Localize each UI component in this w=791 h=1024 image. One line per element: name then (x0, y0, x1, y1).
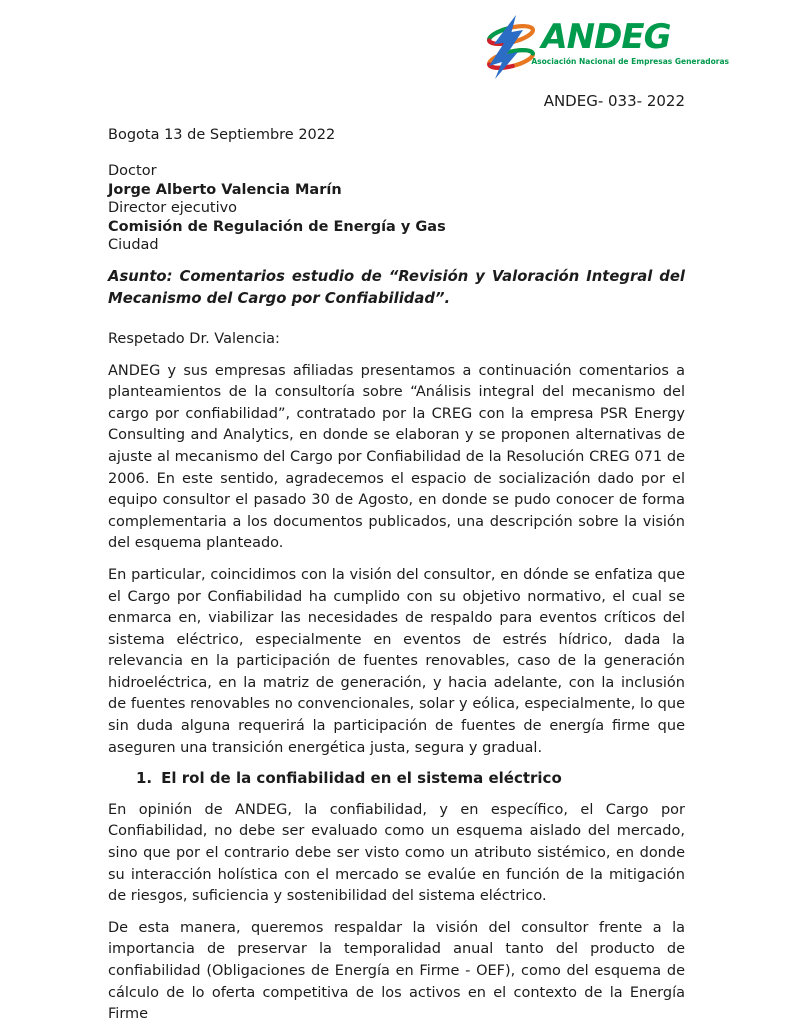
body-paragraph: ANDEG y sus empresas afiliadas presentamos a continuación comentarios a planteamientos de la consultoría sobre “Análisis integral del mecanismo del cargo por confiabilidad”, contratado por la CREG con la empresa PSR Energy Consulting and Analytics, en donde se elaboran y se proponen alternativas de ajuste al mecanismo del Cargo por Confiabilidad de la Resolución CREG 071 de 2006. En este sentido, agradecemos el espacio de socialización dado por el equipo consultor el pasado 30 de Agosto, en donde se pudo conocer de forma complementaria a los documentos publicados, una descripción sobre la visión del esquema planteado. (108, 362, 685, 552)
body-paragraph: De esta manera, queremos respaldar la visión del consultor frente a la importancia de preservar la temporalidad anual tanto del producto de confiabilidad (Obligaciones de Energía en Firme - OEF), como del esquema de cálculo de lo oferta competitiva de los activos en el contexto de la Energía Firme (108, 919, 685, 1023)
logo-text (531, 14, 729, 66)
greeting: Respetado Dr. Valencia: (108, 330, 280, 347)
recipient-salutation: Doctor (108, 163, 157, 179)
lightning-swirl-icon (483, 14, 539, 80)
letter-date: Bogota 13 de Septiembre 2022 (108, 127, 336, 143)
andeg-logo (483, 14, 729, 82)
brand-wordmark: ANDEG (541, 17, 671, 57)
header (108, 14, 729, 82)
brand-tagline: Asociación Nacional de Empresas Generadoras (531, 57, 729, 66)
recipient-city: Ciudad (108, 237, 159, 254)
body-paragraph: En particular, coincidimos con la visión del consultor, en dónde se enfatiza que el Cargo por Confiabilidad ha cumplido con su objetivo normativo, el cual se enmarca en, viabilizar las necesidades de respaldo para eventos críticos del sistema eléctrico, especialmente en eventos de estrés hídrico, dada la relevancia en la participación de fuentes renovables, caso de la generación hidroeléctrica, en la matriz de generación, y hacia adelante, con la inclusión de fuentes renovables no convencionales, solar y eólica, especialmente, lo que sin duda alguna requerirá la participación de fuentes de energía firme que aseguren una transición energética justa, segura y gradual. (108, 566, 685, 756)
recipient-block (108, 162, 685, 255)
section-number: 1. (136, 769, 153, 788)
section-title: El rol de la confiabilidad en el sistema eléctrico (161, 769, 562, 788)
body-paragraph: En opinión de ANDEG, la confiabilidad, y en específico, el Cargo por Confiabilidad, no debe ser evaluado como un esquema aislado del mercado, sino que por el contrario debe ser visto como un atributo sistémico, en donde su interacción holística con el mercado se evalúe en función de la mitigación de riesgos, suficiencia y sostenibilidad del sistema eléctrico. (108, 801, 685, 905)
recipient-name: Jorge Alberto Valencia Marín (108, 181, 342, 198)
reference-number: ANDEG- 033- 2022 (543, 92, 685, 110)
recipient-organization: Comisión de Regulación de Energía y Gas (108, 218, 446, 235)
subject-line: Asunto: Comentarios estudio de “Revisión y Valoración Integral del Mecanismo del Cargo por Confiabilidad”. (108, 267, 685, 307)
recipient-title: Director ejecutivo (108, 200, 238, 217)
section-heading-1 (108, 768, 685, 790)
